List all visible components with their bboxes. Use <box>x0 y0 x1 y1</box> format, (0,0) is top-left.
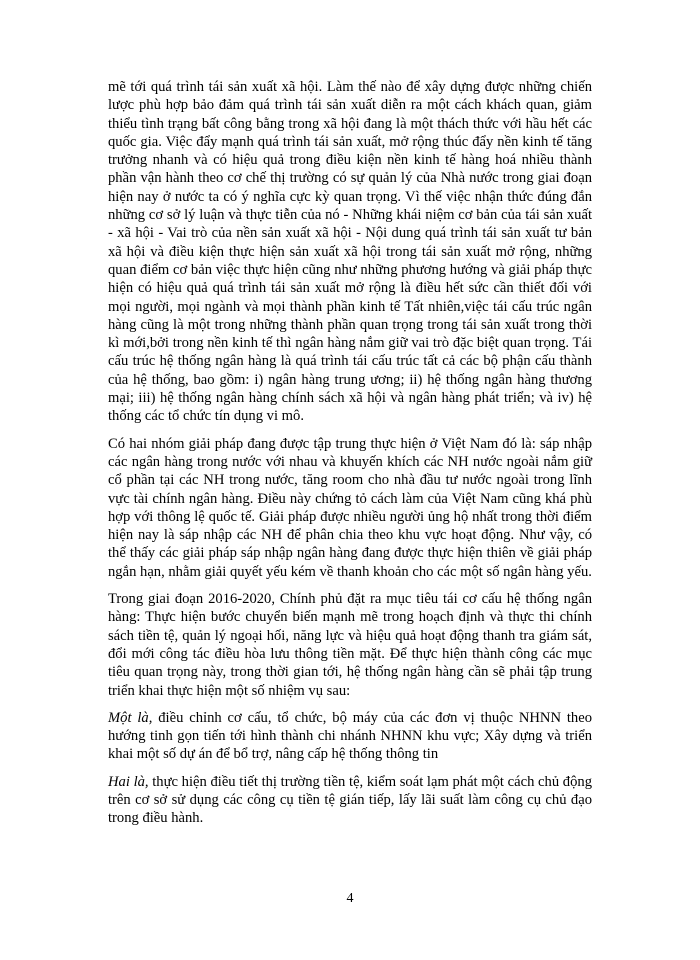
paragraph-5-lead: Hai là, <box>108 773 149 790</box>
paragraph-4-lead: Một là, <box>108 709 153 726</box>
paragraph-4-text: điều chỉnh cơ cấu, tổ chức, bộ máy của các đơn vị thuộc NHNN theo hướng tinh gọn tiến tới hình thành chi nhánh NHNN khu vực; Xây dựng và triển khai một số dự án để bổ trợ, nâng cấp hệ thống thông tin <box>108 709 592 763</box>
paragraph-3 <box>108 590 592 700</box>
paragraph-5-text: thực hiện điều tiết thị trường tiền tệ, kiểm soát lạm phát một cách chủ động trên cơ sở sử dụng các công cụ tiền tệ gián tiếp, lấy lãi suất làm công cụ chủ đạo trong điều hành. <box>108 773 592 827</box>
paragraph-4 <box>108 709 592 764</box>
document-body <box>108 78 592 828</box>
page-number: 4 <box>346 891 354 906</box>
paragraph-2-text: Có hai nhóm giải pháp đang được tập trung thực hiện ở Việt Nam đó là: sáp nhập các ngân hàng trong nước với nhau và khuyến khích các NH nước ngoài nắm giữ cổ phần tại các NH trong nước, tăng room cho nhà đầu tư nước ngoài trong lĩnh vực tài chính ngân hàng. Điều này chứng tỏ cách làm của Việt Nam cũng khá phù hợp với thông lệ quốc tế. Giải pháp được nhiều người ủng hộ nhất trong thời điểm hiện nay là sáp nhập các NH để phân chia theo khu vực hoạt động. Như vậy, có thể thấy các giải pháp sáp nhập ngân hàng đang được thực hiện thiên về giải pháp ngắn hạn, nhằm giải quyết yếu kém về thanh khoản cho các một số ngân hàng yếu. <box>108 435 592 580</box>
paragraph-5 <box>108 773 592 828</box>
paragraph-1-text: mẽ tới quá trình tái sản xuất xã hội. Làm thế nào để xây dựng được những chiến lược phù hợp bảo đảm quá trình tái sản xuất diễn ra một cách khách quan, giảm thiểu tình trạng bất công bằng trong xã hội đang là một thách thức với hầu hết các quốc gia. Việc đẩy mạnh quá trình tái sản xuất, mở rộng thúc đẩy nền kinh tế tăng trưởng nhanh và có hiệu quả trong điều kiện nền kinh tế hàng hoá nhiều thành phần vận hành theo cơ chế thị trường có sự quản lý của Nhà nước trong giai đoạn hiện nay ở nước ta có ý nghĩa cực kỳ quan trọng. Vì thế việc nhận thức đúng đắn những cơ sở lý luận và thực tiễn của nó - Những khái niệm cơ bản của tái sản xuất - xã hội - Vai trò của nền sản xuất xã hội - Nội dung quá trình tái sản xuất tư bản xã hội và điều kiện thực hiện sản xuất xã hội trong tái sản xuất mở rộng, những quan điểm cơ bản việc thực hiện cũng như những phương hướng và giải pháp thực hiện có hiệu quả quá trình tái sản xuất mở rộng là điều hết sức cần thiết đối với mọi người, mọi ngành và mọi thành phần kinh tế Tất nhiên,việc tái cấu trúc ngân hàng cũng là một trong những thành phần quan trọng trong tái sản xuất trong thời kì mới,bởi trong nền kinh tế thì ngân hàng nắm giữ vai trò đặc biệt quan trọng. Tái cấu trúc hệ thống ngân hàng là quá trình tái cấu trúc tất cả các bộ phận cấu thành của hệ thống, bao gồm: i) ngân hàng trung ương; ii) hệ thống ngân hàng thương mại; iii) hệ thống ngân hàng chính sách xã hội và ngân hàng phát triển; và iv) hệ thống các tổ chức tín dụng vi mô. <box>108 79 592 425</box>
paragraph-2 <box>108 435 592 581</box>
paragraph-3-text: Trong giai đoạn 2016-2020, Chính phủ đặt ra mục tiêu tái cơ cấu hệ thống ngân hàng: Thực hiện bước chuyển biến mạnh mẽ trong hoạch định và thực thi chính sách tiền tệ, quản lý ngoại hối, năng lực và hiệu quả hoạt động thanh tra giám sát, đổi mới công tác điều hòa lưu thông tiền mặt. Để thực hiện thành công các mục tiêu quan trọng này, trong thời gian tới, hệ thống ngân hàng cần sẽ phải tập trung triển khai thực hiện một số nhiệm vụ sau: <box>108 591 592 699</box>
paragraph-1 <box>108 78 592 426</box>
